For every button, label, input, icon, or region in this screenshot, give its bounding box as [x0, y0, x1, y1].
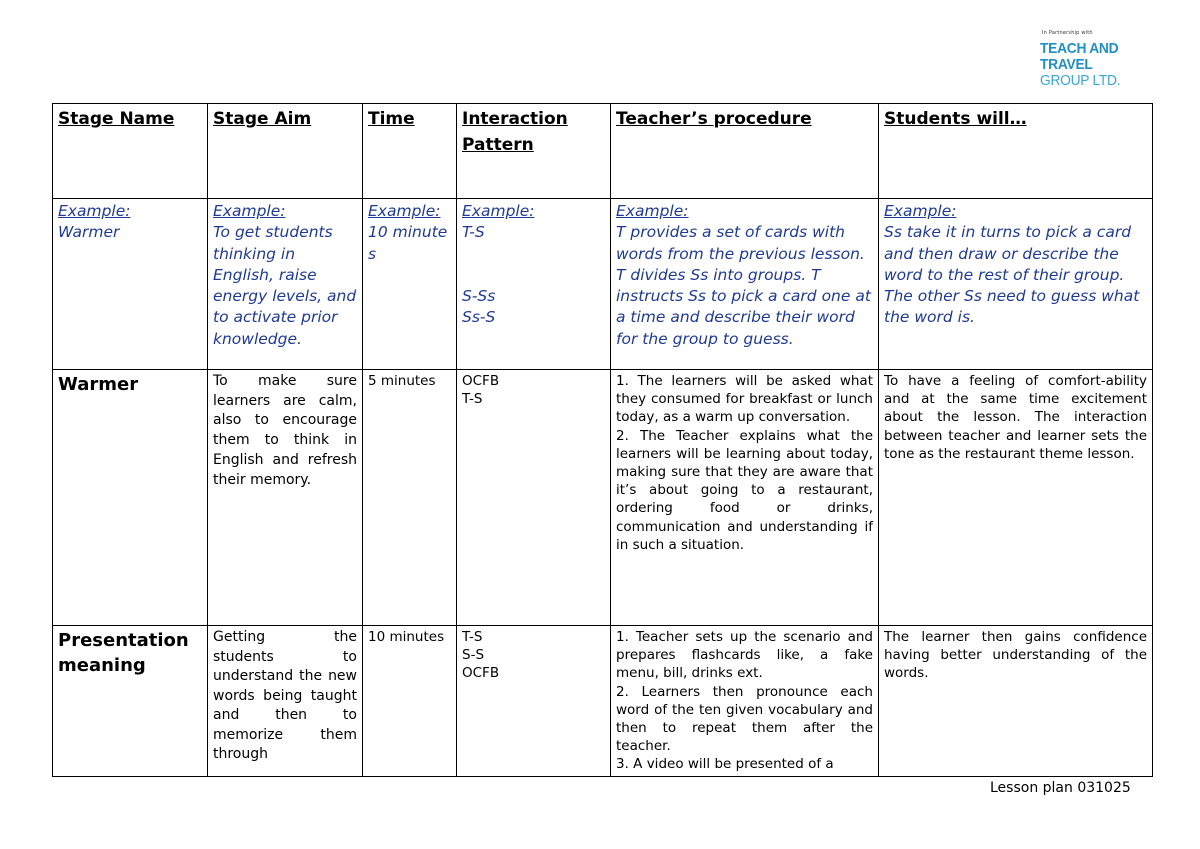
example-students-text: Ss take it in turns to pick a card and then draw or describe the word to the rest of their group. The other Ss need to guess what the word is. [884, 223, 1140, 327]
row-procedure [611, 370, 879, 626]
example-time [363, 199, 457, 370]
example-stage-aim-text: To get students thinking in English, raise energy levels, and to activate prior knowledge. [213, 223, 357, 348]
header-row [53, 104, 1153, 199]
example-label: Example: [213, 202, 286, 220]
example-label: Example: [884, 202, 957, 220]
example-label: Example: [462, 202, 535, 220]
example-procedure [611, 199, 879, 370]
row-students: To have a feeling of comfort-ability and at the same time excitement about the lesson. The interaction between teacher and learner sets the tone as the restaurant theme lesson. [879, 370, 1153, 626]
row-stage-name: Presentation meaning [53, 626, 208, 777]
example-interaction-2: S-Ss [462, 286, 496, 305]
row-interaction [457, 626, 611, 777]
interaction-item: S-S [462, 647, 485, 664]
row-stage-aim: Getting the students to understand the new words being taught and then to memorize them through [208, 626, 363, 777]
example-stage-name-text: Warmer [58, 223, 120, 242]
table-row [53, 370, 1153, 626]
example-interaction-1: T-S [462, 223, 485, 242]
example-time-label: Example: [368, 202, 441, 220]
table-row [53, 626, 1153, 777]
header-stage-aim: Stage Aim [208, 104, 363, 199]
row-time: 5 minutes [363, 370, 457, 626]
procedure-step: 1. The learners will be asked what they consumed for breakfast or lunch today, as a warm up conversation. [616, 373, 873, 426]
procedure-step: 2. Learners then pronounce each word of the ten given vocabulary and then to repeat them after the teacher. [616, 683, 873, 755]
procedure-step: 2. The Teacher explains what the learners will be learning about today, making sure that they are aware that it’s about going to a restaurant, ordering food or drinks, communication and understanding if in such a situation. [616, 427, 873, 553]
row-stage-name: Warmer [53, 370, 208, 626]
example-students [879, 199, 1153, 370]
company-logo [1040, 30, 1170, 88]
example-time-text: 10 minutes [368, 223, 448, 263]
header-interaction-pattern: Interaction Pattern [457, 104, 611, 199]
row-students: The learner then gains confidence having better understanding of the words. [879, 626, 1153, 777]
row-stage-aim: To make sure learners are calm, also to encourage them to think in English and refresh their memory. [208, 370, 363, 626]
logo-line1: TEACH AND TRAVEL [1040, 40, 1119, 73]
example-row [53, 199, 1153, 370]
example-interaction-3: Ss-S [462, 307, 496, 326]
row-time: 10 minutes [363, 626, 457, 777]
header-stage-name: Stage Name [53, 104, 208, 199]
procedure-step: 3. A video will be presented of a [616, 756, 834, 773]
example-stage-name [53, 199, 208, 370]
row-interaction [457, 370, 611, 626]
interaction-item: T-S [462, 629, 483, 645]
logo-line2: GROUP LTD. [1040, 72, 1121, 89]
example-stage-aim [208, 199, 363, 370]
interaction-item: T-S [462, 391, 483, 408]
example-procedure-text: T provides a set of cards with words from the previous lesson. T divides Ss into groups. T instructs Ss to pick a card one at a time and describe their word for the group to guess. [616, 223, 871, 348]
example-interaction [457, 199, 611, 370]
lesson-plan-table [52, 103, 1153, 777]
header-time: Time [363, 104, 457, 199]
example-label: Example: [58, 202, 131, 220]
example-label: Example: [616, 202, 689, 220]
procedure-step: 1. Teacher sets up the scenario and prepares flashcards like, a fake menu, bill, drinks ext. [616, 629, 873, 682]
interaction-item: OCFB [462, 373, 500, 389]
logo-tagline: In Partnership with [1042, 30, 1093, 36]
interaction-item: OCFB [462, 665, 500, 682]
header-students-will: Students will… [879, 104, 1153, 199]
header-teacher-procedure: Teacher’s procedure [611, 104, 879, 199]
row-procedure [611, 626, 879, 777]
page-footer: Lesson plan 031025 [990, 780, 1131, 796]
